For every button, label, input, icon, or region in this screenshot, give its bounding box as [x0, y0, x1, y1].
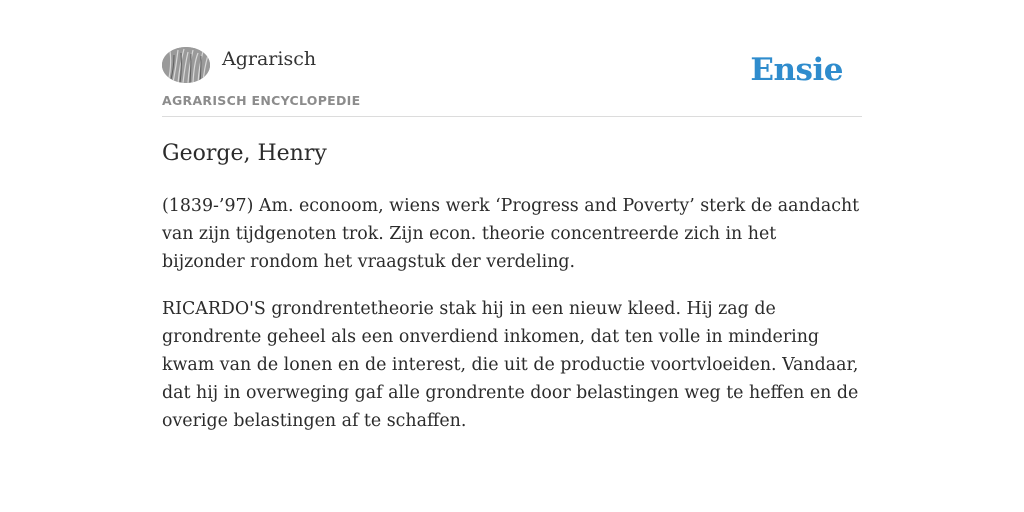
brand-logo[interactable]: Ensie [750, 52, 843, 88]
header [162, 44, 862, 117]
source-name[interactable]: Agrarisch [222, 48, 317, 70]
source-subtitle[interactable]: AGRARISCH ENCYCLOPEDIE [162, 93, 361, 108]
wheat-field-icon[interactable] [162, 47, 210, 83]
article-title: George, Henry [162, 141, 327, 166]
article-paragraph: RICARDO'S grondrentetheorie stak hij in een nieuw kleed. Hij zag de grondrente geheel als een onverdiend inkomen, dat ten volle in mindering kwam van de lonen en de interest, die uit de productie voortvloeiden. Vandaar, dat hij in overweging gaf alle grondrente door belastingen weg te heffen en de overige belastingen af te schaffen. [162, 299, 859, 431]
article-paragraph: (1839-’97) Am. econoom, wiens werk ‘Progress and Poverty’ sterk de aandacht van zijn tijdgenoten trok. Zijn econ. theorie concentreerde zich in het bijzonder rondom het vraagstuk der verdeling. [162, 196, 860, 272]
